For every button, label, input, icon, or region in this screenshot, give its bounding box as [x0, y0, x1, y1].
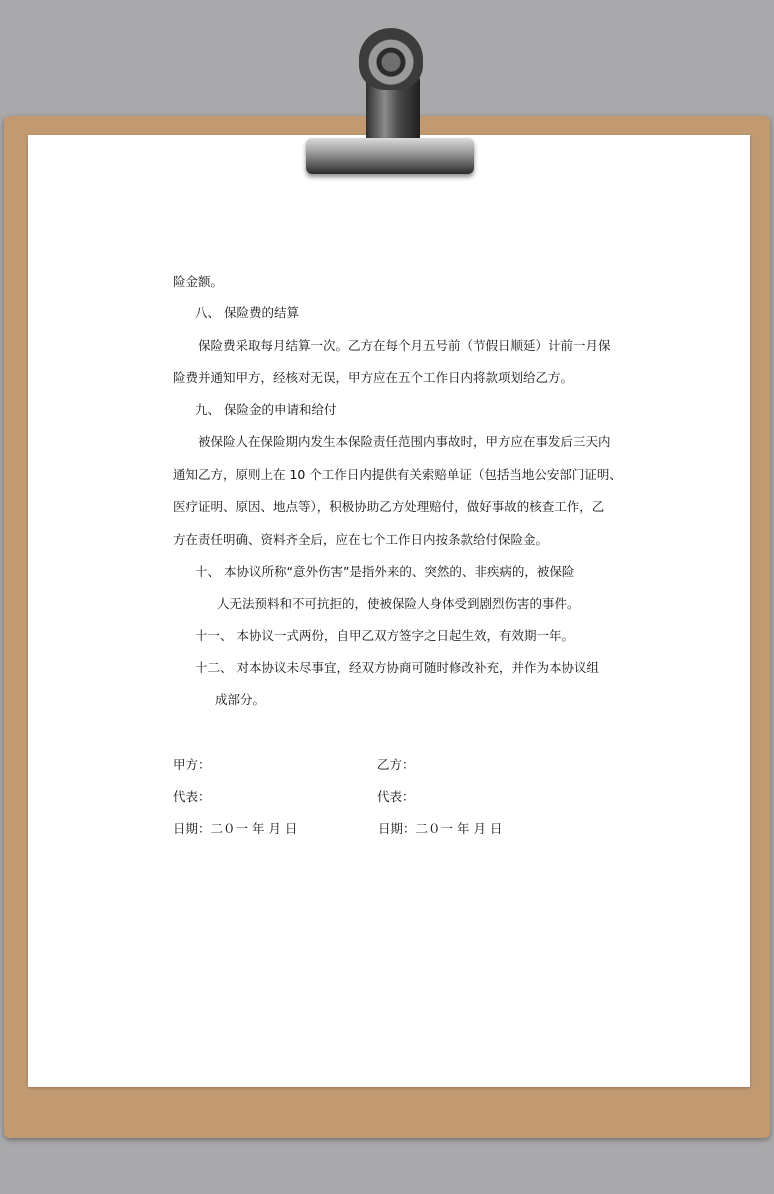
section-heading-11: 十一、 本协议一式两份，自甲乙双方签字之日起生效，有效期一年。	[195, 628, 574, 643]
doc-line: 险费并通知甲方，经核对无误，甲方应在五个工作日内将款项划给乙方。	[173, 370, 574, 385]
party-b-label: 乙方：	[377, 757, 415, 772]
section-heading-9: 九、 保险金的申请和给付	[195, 402, 337, 417]
party-a-label: 甲方：	[173, 757, 211, 772]
doc-line: 医疗证明、原因、地点等），积极协助乙方处理赔付，做好事故的核查工作，乙	[173, 499, 605, 514]
doc-line: 人无法预料和不可抗拒的，使被保险人身体受到剧烈伤害的事件。	[217, 596, 580, 611]
section-heading-10: 十、 本协议所称“意外伤害”是指外来的、突然的、非疾病的，被保险	[195, 564, 575, 579]
doc-line: 成部分。	[215, 692, 266, 707]
doc-line: 险金额。	[173, 274, 224, 289]
rep-b-label: 代表：	[377, 789, 415, 804]
section-heading-12: 十二、 对本协议未尽事宜，经双方协商可随时修改补充，并作为本协议组	[195, 660, 599, 675]
doc-line: 保险费采取每月结算一次。乙方在每个月五号前（节假日顺延）计前一月保	[198, 338, 611, 353]
doc-line: 方在责任明确、资料齐全后，应在七个工作日内按条款给付保险金。	[173, 532, 549, 547]
rep-a-label: 代表：	[173, 789, 211, 804]
date-b-label: 日期：二０一 年 月 日	[378, 821, 503, 836]
doc-line: 通知乙方，原则上在 10 个工作日内提供有关索赔单证（包括当地公安部门证明、	[173, 467, 622, 482]
date-a-label: 日期：二０一 年 月 日	[173, 821, 298, 836]
section-heading-8: 八、 保险费的结算	[195, 305, 299, 320]
doc-line: 被保险人在保险期内发生本保险责任范围内事故时，甲方应在事发后三天内	[198, 434, 611, 449]
